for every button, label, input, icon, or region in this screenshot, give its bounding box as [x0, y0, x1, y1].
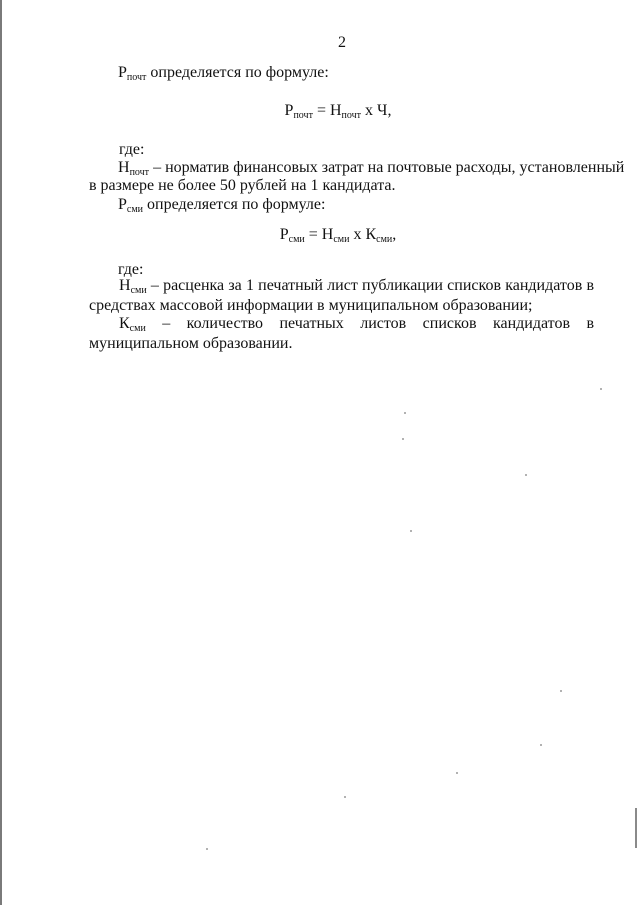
- media-formula-lhs: Р: [279, 226, 289, 243]
- media-def1-text: – расценка за 1 печатный лист публикации списков кандидатов в средствах массовой информации в муниципальном образовании;: [89, 277, 595, 314]
- post-formula: [0, 102, 640, 120]
- post-formula-eq: =: [312, 102, 330, 119]
- media-intro-text: определяется по формуле:: [147, 196, 326, 213]
- media-definition-2: [89, 314, 594, 354]
- scan-speck: [540, 744, 542, 746]
- post-intro-subscript: почт: [126, 72, 147, 83]
- scan-speck: [600, 388, 602, 390]
- scan-speck: [344, 796, 346, 798]
- post-formula-lhs: Р: [284, 102, 294, 119]
- scan-speck: [525, 474, 527, 476]
- post-def-symbol: Н: [118, 159, 130, 176]
- media-intro-subscript: сми: [126, 204, 144, 215]
- media-def2-subscript: сми: [129, 323, 146, 334]
- scan-speck: [206, 848, 208, 850]
- media-definition-1: [89, 276, 594, 316]
- media-formula-op: х: [349, 226, 366, 243]
- media-where: где:: [118, 261, 144, 278]
- page-number: 2: [338, 34, 346, 51]
- scan-edge-mark: [635, 808, 637, 848]
- post-def-subscript: почт: [129, 167, 150, 178]
- post-definition-line2: в размере не более 50 рублей на 1 кандидата.: [89, 177, 396, 194]
- scan-left-edge: [0, 0, 2, 905]
- post-formula-op: х Ч,: [361, 102, 392, 119]
- media-formula-rhs2: К: [365, 226, 377, 243]
- post-intro-symbol: Р: [118, 64, 127, 81]
- scan-speck: [410, 530, 412, 532]
- post-formula-lhs-sub: почт: [293, 110, 313, 121]
- media-formula-lhs-sub: сми: [288, 234, 305, 245]
- post-intro-line: [118, 64, 329, 82]
- media-def1-subscript: сми: [130, 285, 147, 296]
- media-formula-tail: ,: [392, 226, 397, 243]
- media-def2-symbol: К: [119, 315, 130, 332]
- post-where: где:: [119, 141, 145, 158]
- media-def2-text: – количество печатных листов списков кандидатов в муниципальном образовании.: [89, 315, 594, 352]
- media-formula-rhs1-sub: сми: [333, 234, 350, 245]
- media-formula: [0, 226, 640, 244]
- media-formula-rhs1: Н: [321, 226, 334, 243]
- media-def1-symbol: Н: [119, 277, 131, 294]
- media-formula-rhs2-sub: сми: [376, 234, 393, 245]
- media-formula-eq: =: [304, 226, 322, 243]
- media-intro-symbol: Р: [118, 196, 127, 213]
- scan-speck: [402, 438, 404, 440]
- post-formula-rhs1: Н: [329, 102, 342, 119]
- post-formula-rhs1-sub: почт: [341, 110, 362, 121]
- media-intro-line: [118, 196, 325, 214]
- post-intro-text: определяется по формуле:: [150, 64, 329, 81]
- post-def-text-1: – норматив финансовых затрат на почтовые расходы, установленный: [153, 159, 625, 176]
- scan-speck: [456, 772, 458, 774]
- post-definition-line1: [118, 159, 624, 177]
- scan-speck: [560, 690, 562, 692]
- scan-speck: [404, 412, 406, 414]
